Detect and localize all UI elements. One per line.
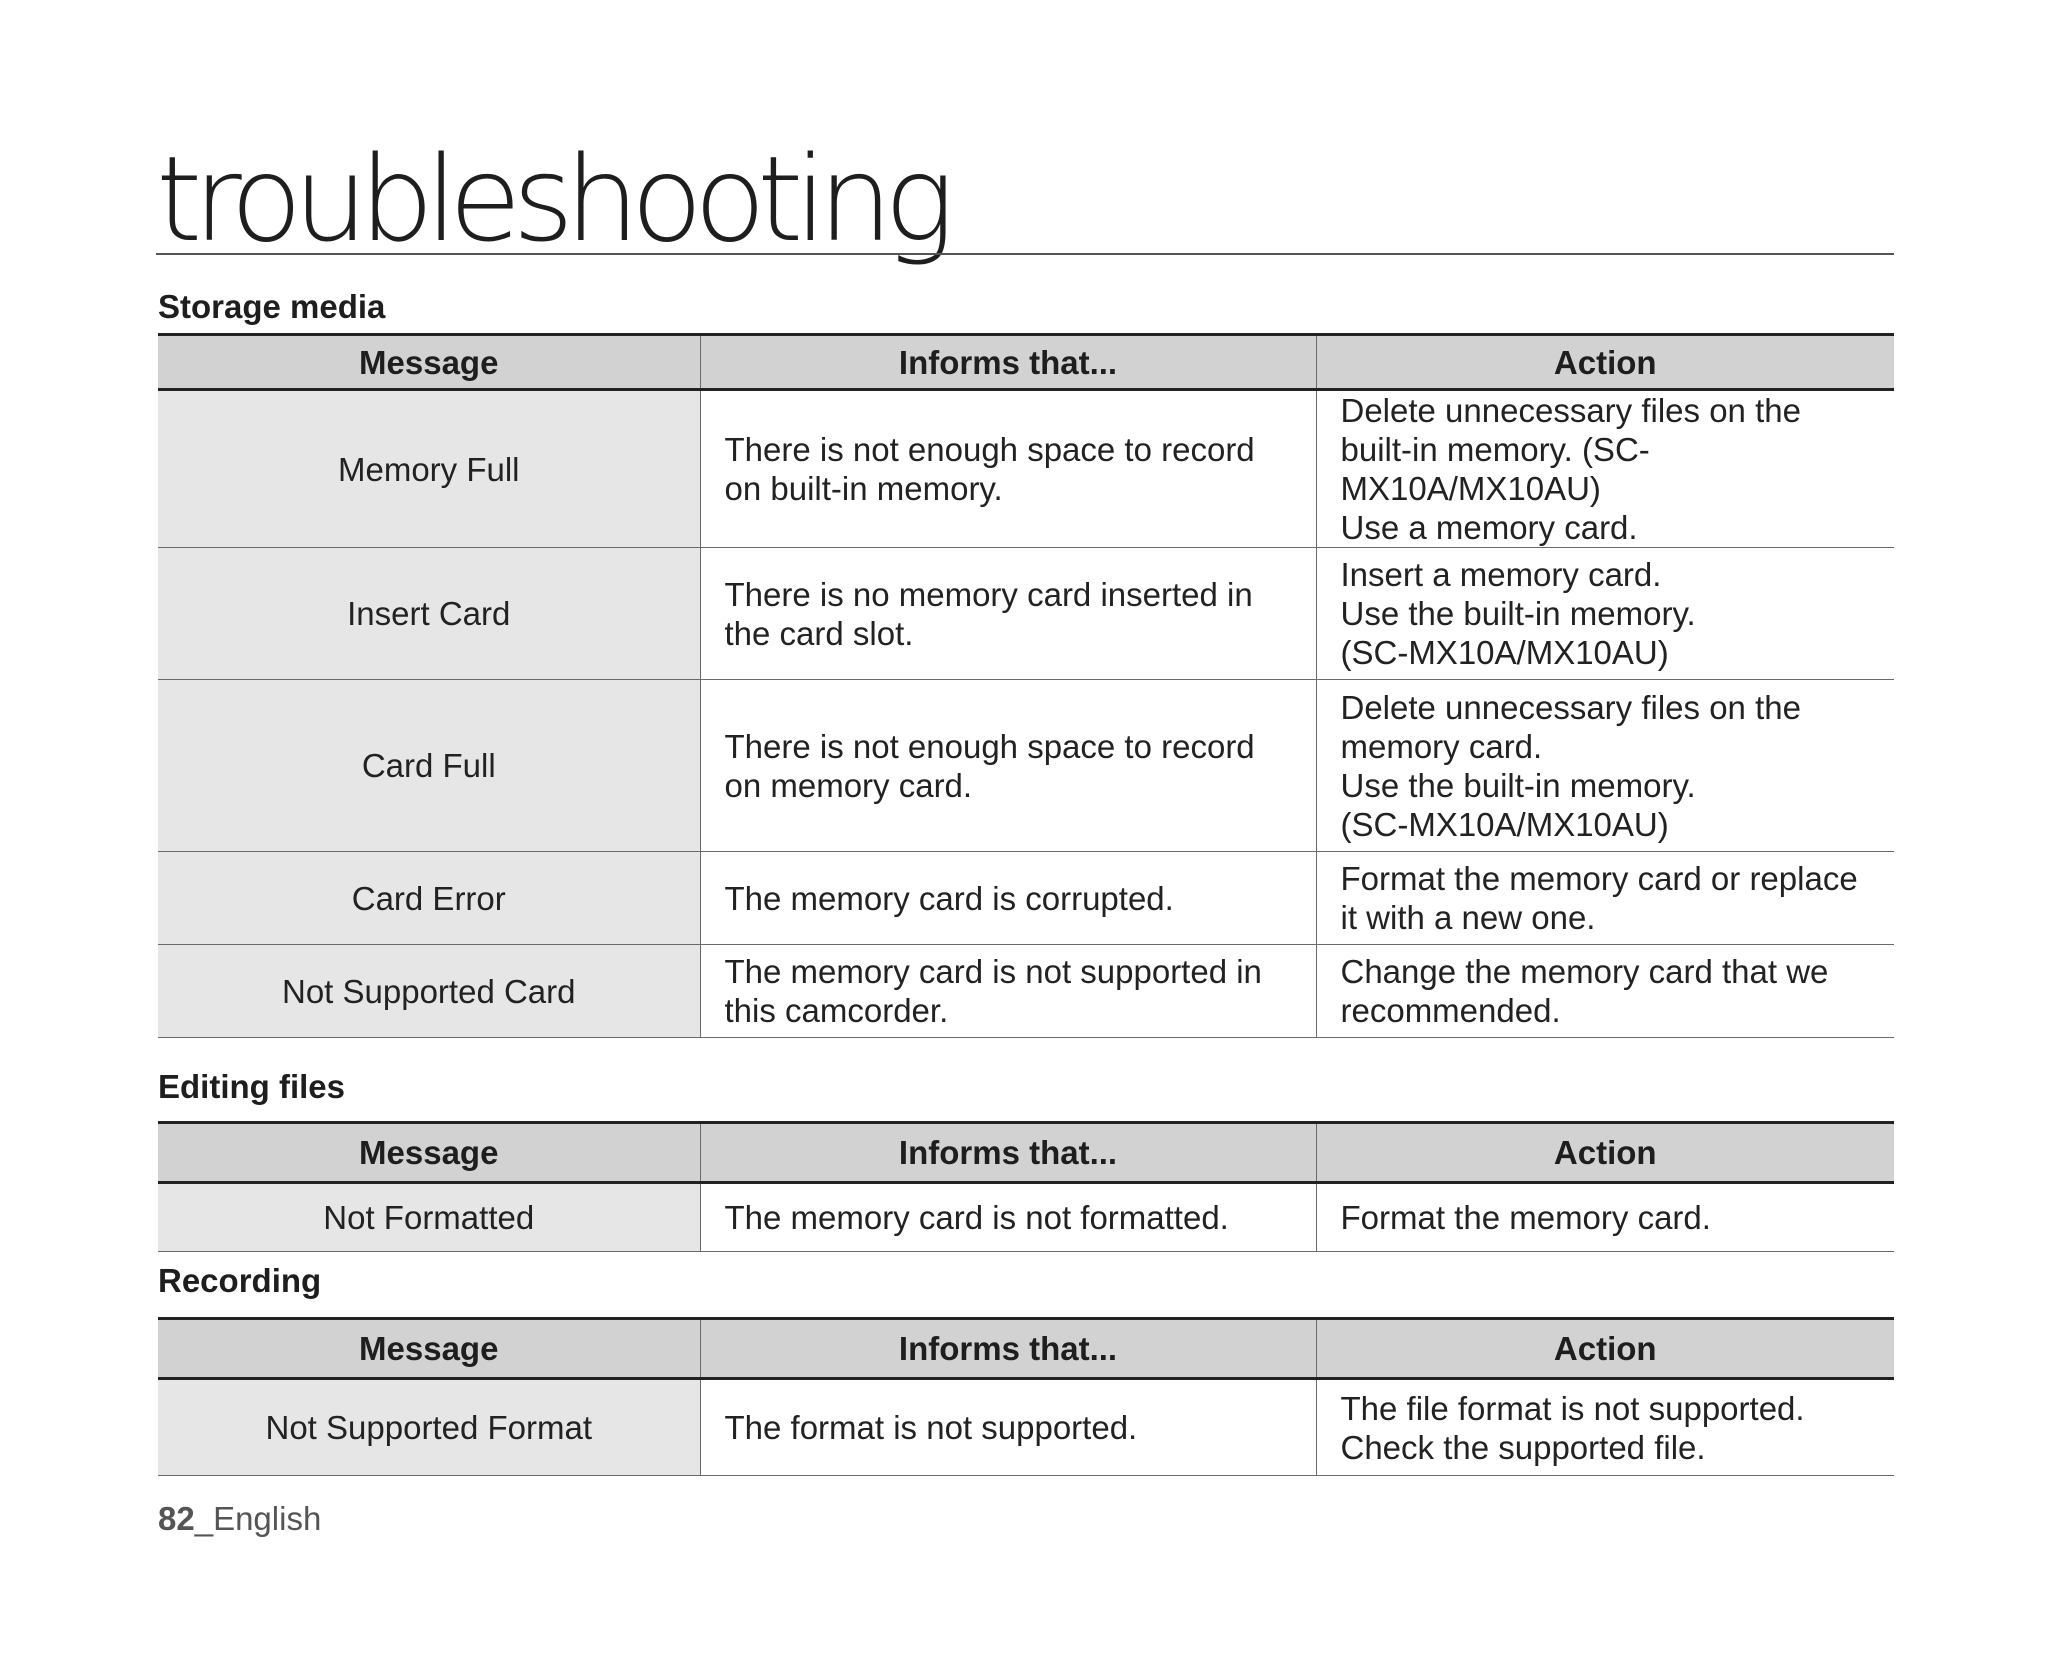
informs-line: The memory card is not supported in [724,953,1262,990]
table-header-row [158,1319,1894,1379]
action-line: built-in memory. (SC-MX10A/MX10AU) [1340,431,1650,507]
table-header-row [158,1123,1894,1183]
table-row [158,852,1894,945]
column-header-action: Action [1316,1123,1894,1183]
page-language: _English [194,1500,322,1537]
action-line: recommended. [1340,992,1561,1029]
informs-cell [700,548,1316,680]
message-cell: Not Supported Format [158,1379,700,1476]
informs-line: There is no memory card inserted in [724,575,1253,613]
editing-files-table [158,1121,1894,1252]
column-header-informs: Informs that... [700,1319,1316,1379]
informs-cell [700,852,1316,945]
column-header-action: Action [1316,1319,1894,1379]
message-cell: Not Supported Card [158,945,700,1038]
column-header-informs: Informs that... [700,335,1316,390]
column-header-informs: Informs that... [700,1123,1316,1183]
table-row [158,680,1894,852]
action-line: Format the memory card. [1340,1199,1711,1236]
informs-line: on memory card. [724,766,973,804]
informs-line: The memory card is not formatted. [724,1199,1229,1236]
action-line: Delete unnecessary files on the [1340,392,1801,429]
action-line: memory card. [1340,727,1543,765]
informs-line: on built-in memory. [724,470,1003,507]
action-line: Format the memory card or replace [1340,860,1858,897]
table-row [158,1183,1894,1252]
page-footer [158,1502,321,1535]
message-cell: Card Error [158,852,700,945]
informs-line: the card slot. [724,614,914,652]
action-cell [1316,1379,1894,1476]
action-cell [1316,548,1894,680]
storage-media-table [158,333,1894,1038]
column-header-message: Message [158,1123,700,1183]
table-header-row [158,335,1894,390]
action-cell [1316,945,1894,1038]
table-row [158,390,1894,548]
page-number: 82 [158,1500,195,1537]
section-heading-recording: Recording [158,1262,322,1299]
informs-line: The memory card is corrupted. [724,879,1174,917]
informs-line: There is not enough space to record [724,431,1255,468]
informs-line: The format is not supported. [724,1409,1138,1446]
informs-cell [700,945,1316,1038]
action-cell [1316,680,1894,852]
action-line: Check the supported file. [1340,1428,1706,1466]
table-row [158,945,1894,1038]
column-header-action: Action [1316,335,1894,390]
action-line: Use the built-in memory. [1340,766,1696,804]
informs-cell [700,1183,1316,1252]
informs-cell [700,390,1316,548]
informs-line: this camcorder. [724,992,949,1029]
informs-cell [700,680,1316,852]
action-line: The file format is not supported. [1340,1389,1805,1427]
informs-line: There is not enough space to record [724,727,1255,765]
message-cell: Not Formatted [158,1183,700,1252]
table-row [158,1379,1894,1476]
action-cell [1316,852,1894,945]
section-heading-storage-media: Storage media [158,288,386,325]
action-cell [1316,1183,1894,1252]
action-line: (SC-MX10A/MX10AU) [1340,805,1669,843]
recording-table [158,1317,1894,1476]
message-cell: Card Full [158,680,700,852]
column-header-message: Message [158,335,700,390]
message-cell: Memory Full [158,390,700,548]
column-header-message: Message [158,1319,700,1379]
action-line: Insert a memory card. [1340,556,1662,593]
action-line: (SC-MX10A/MX10AU) [1340,634,1669,671]
message-cell: Insert Card [158,548,700,680]
action-line: it with a new one. [1340,899,1596,936]
table-row [158,548,1894,680]
action-line: Use the built-in memory. [1340,595,1696,632]
title-divider [156,253,1894,255]
action-line: Change the memory card that we [1340,953,1829,990]
action-cell [1316,390,1894,548]
action-line: Delete unnecessary files on the [1340,688,1801,726]
page-title: troubleshooting [156,130,946,268]
informs-cell [700,1379,1316,1476]
action-line: Use a memory card. [1340,509,1638,546]
section-heading-editing-files: Editing files [158,1068,346,1105]
